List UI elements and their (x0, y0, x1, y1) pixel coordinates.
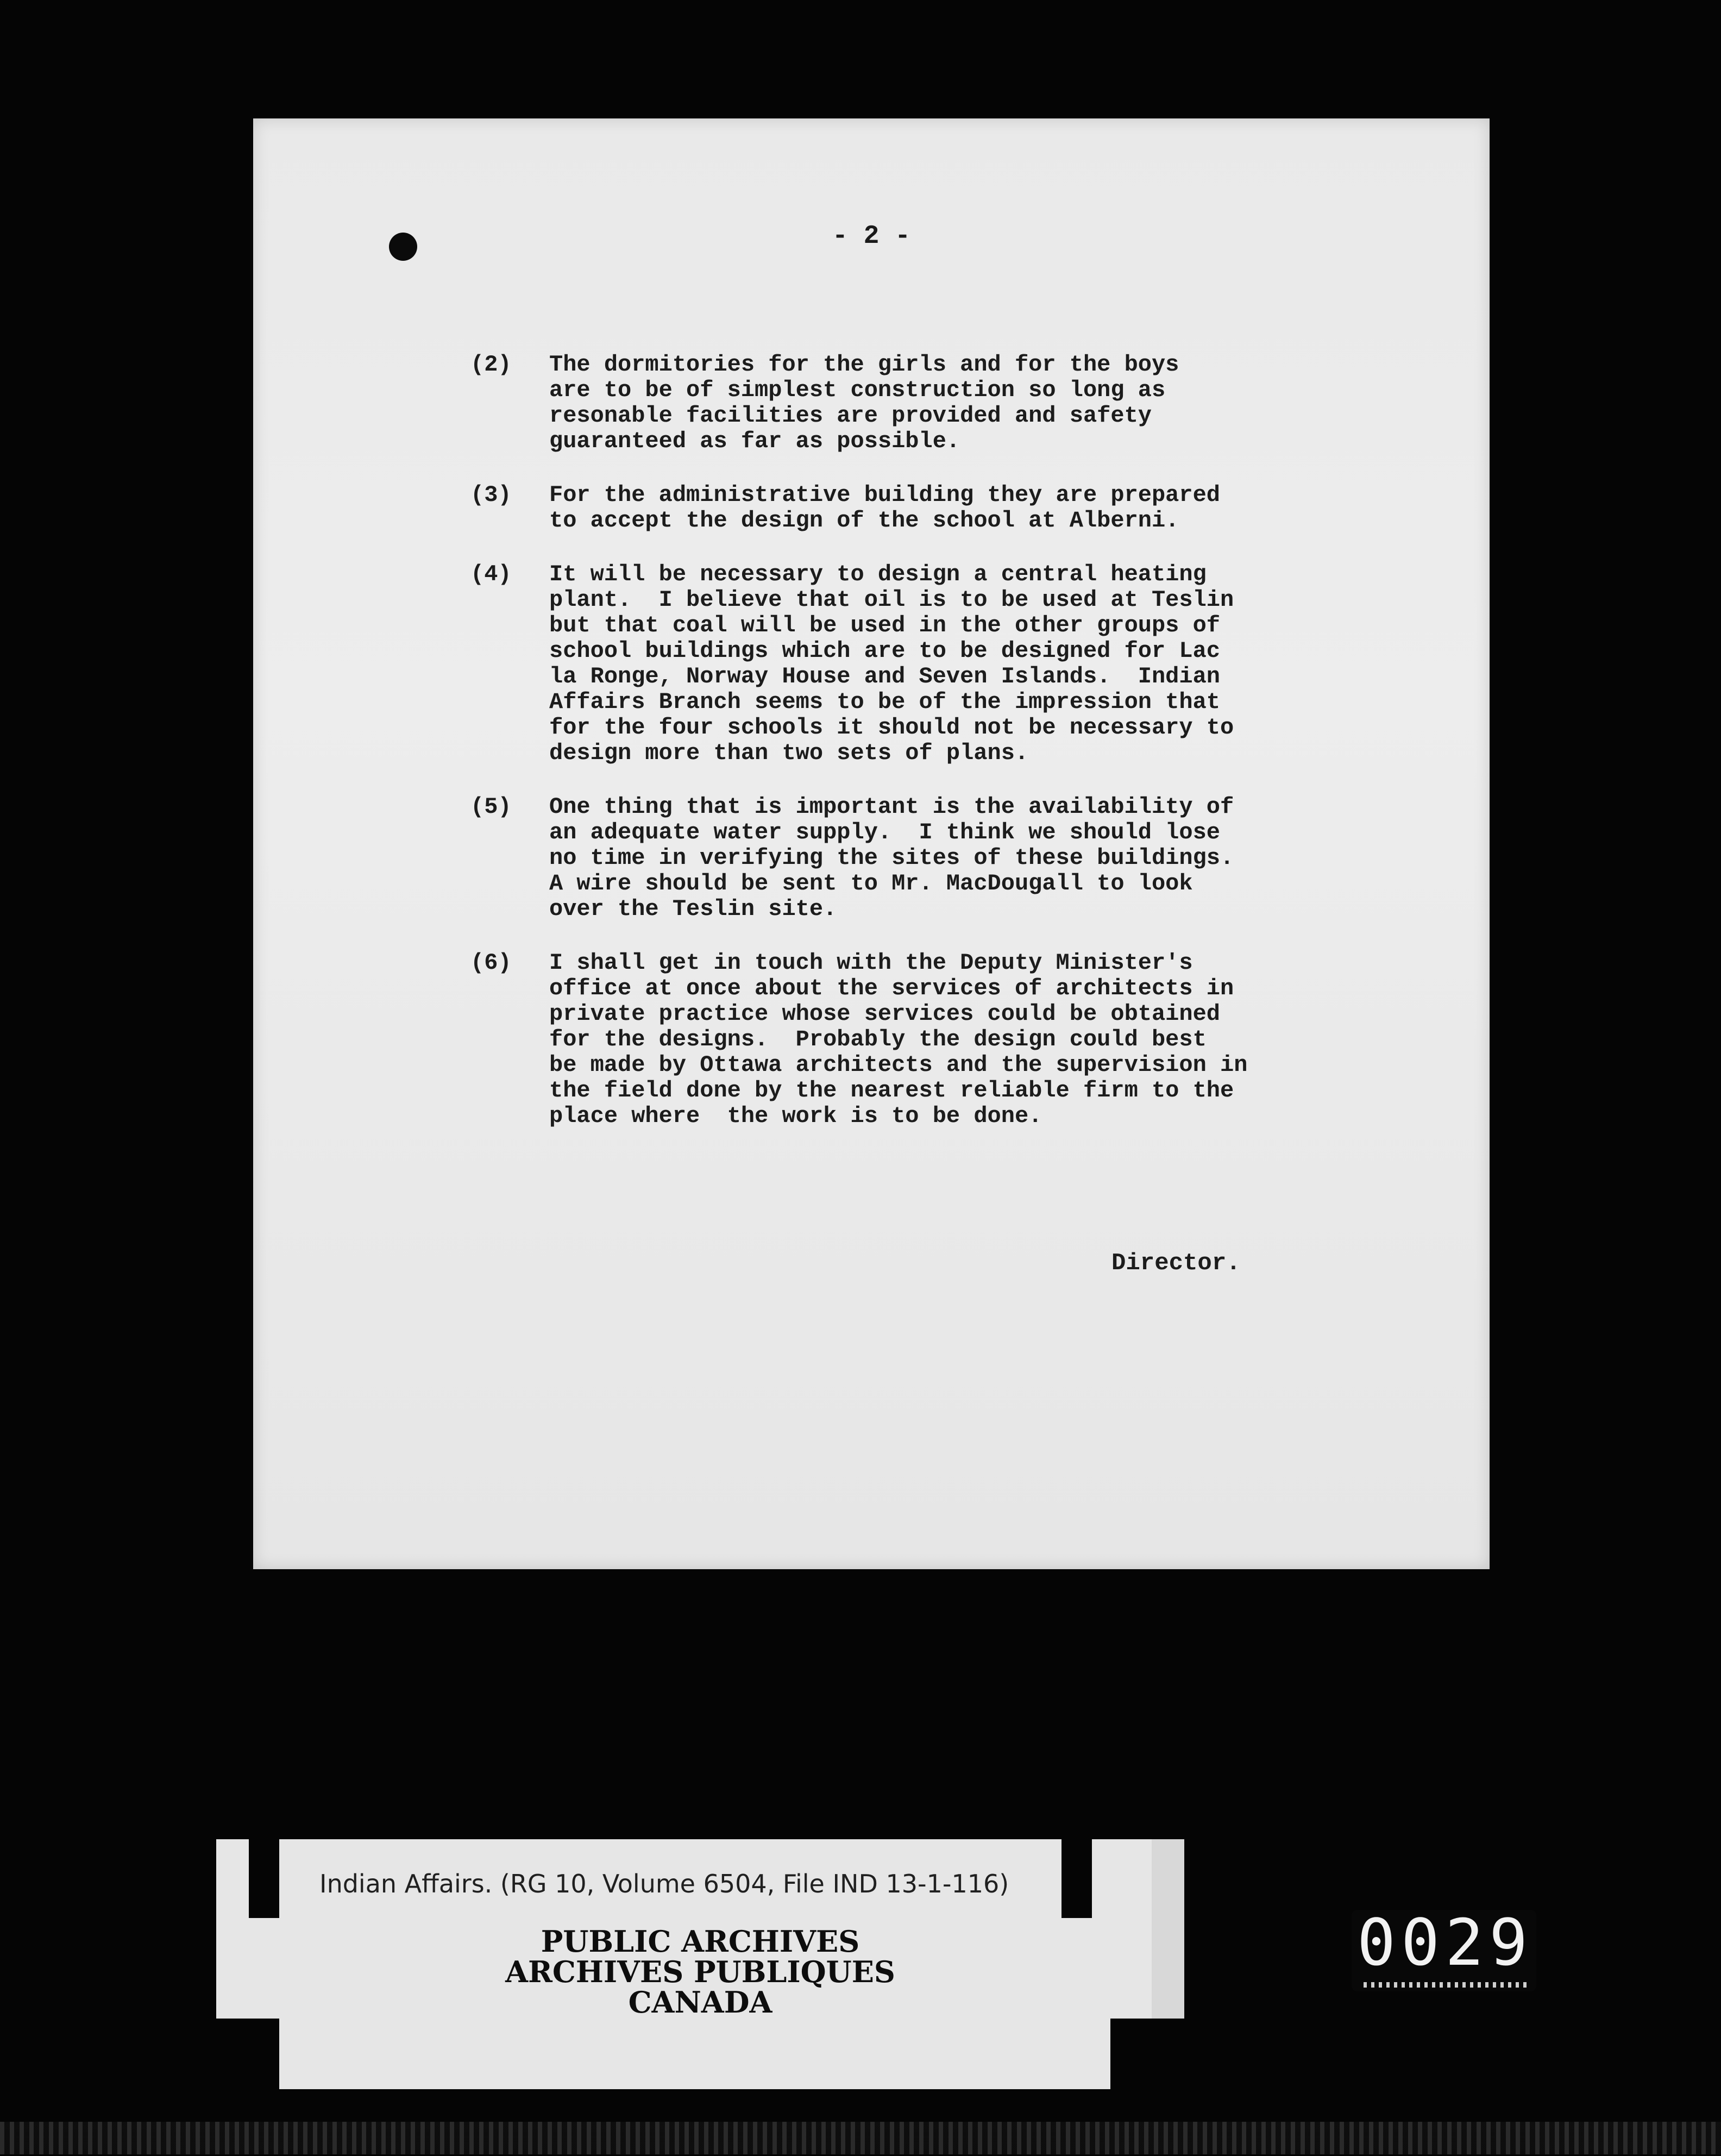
item-text (549, 562, 1234, 766)
label-notch (1062, 1839, 1092, 1918)
text-line: I shall get in touch with the Deputy Minister's (549, 950, 1193, 976)
text-line: A wire should be sent to Mr. MacDougall to look (549, 870, 1193, 897)
text-line: It will be necessary to design a central heating (549, 561, 1207, 587)
signature-title: Director. (1111, 1250, 1241, 1277)
text-line: but that coal will be used in the other groups of (549, 612, 1221, 638)
text-line: are to be of simplest construction so long as (549, 377, 1166, 403)
archive-line-en: PUBLIC ARCHIVES (541, 1924, 860, 1959)
item-number: (2) (470, 352, 512, 378)
text-line: an adequate water supply. I think we should lose (549, 819, 1221, 845)
text-line: no time in verifying the sites of these buildings. (549, 845, 1234, 871)
text-line: school buildings which are to be designed for Lac (549, 638, 1221, 664)
item-number: (6) (470, 950, 512, 976)
text-line: For the administrative building they are prepared (549, 482, 1221, 508)
document-page (253, 118, 1490, 1569)
item-6 (470, 950, 1394, 1129)
text-line: office at once about the services of architects in (549, 975, 1234, 1001)
item-number: (4) (470, 561, 512, 587)
archive-citation: Indian Affairs. (RG 10, Volume 6504, File IND 13-1-116) (319, 1869, 1009, 1898)
item-4 (470, 562, 1394, 766)
text-line: the field done by the nearest reliable firm to the (549, 1077, 1234, 1104)
text-line: be made by Ottawa architects and the supervision in (549, 1052, 1248, 1078)
text-line: Affairs Branch seems to be of the impression that (549, 689, 1221, 715)
text-line: over the Teslin site. (549, 896, 837, 922)
numbered-items (470, 352, 1394, 1157)
archive-stamp (216, 1924, 1184, 2020)
item-2 (470, 352, 1394, 454)
item-text (549, 352, 1179, 454)
label-notch (249, 1839, 279, 1918)
label-cutout (1110, 2019, 1184, 2089)
item-text (549, 794, 1234, 922)
text-line: guaranteed as far as possible. (549, 428, 960, 454)
text-line: place where the work is to be done. (549, 1103, 1042, 1129)
item-number: (3) (470, 482, 512, 508)
text-line: for the four schools it should not be necessary to (549, 715, 1234, 741)
item-3 (470, 482, 1394, 534)
text-line: private practice whose services could be obtained (549, 1001, 1221, 1027)
archive-line-country: CANADA (628, 1985, 772, 2020)
page-number: - 2 - (832, 222, 911, 251)
archive-label (216, 1839, 1184, 2089)
label-cutout (216, 2019, 279, 2089)
text-line: The dormitories for the girls and for the boys (549, 352, 1179, 378)
counter-ticks (1364, 1982, 1527, 1988)
item-5 (470, 794, 1394, 922)
item-text (549, 950, 1247, 1129)
text-line: One thing that is important is the availability of (549, 794, 1234, 820)
text-line: design more than two sets of plans. (549, 740, 1029, 766)
text-line: plant. I believe that oil is to be used at Teslin (549, 587, 1234, 613)
text-line: to accept the design of the school at Alberni. (549, 507, 1179, 534)
item-number: (5) (470, 794, 512, 820)
text-line: resonable facilities are provided and safety (549, 403, 1152, 429)
text-line: la Ronge, Norway House and Seven Islands. Indian (549, 663, 1221, 690)
text-line: for the designs. Probably the design could best (549, 1026, 1207, 1052)
film-edge (0, 2122, 1721, 2154)
frame-counter: 0029 (1352, 1910, 1536, 1991)
item-text (549, 482, 1220, 534)
archive-line-fr: ARCHIVES PUBLIQUES (505, 1954, 895, 1989)
